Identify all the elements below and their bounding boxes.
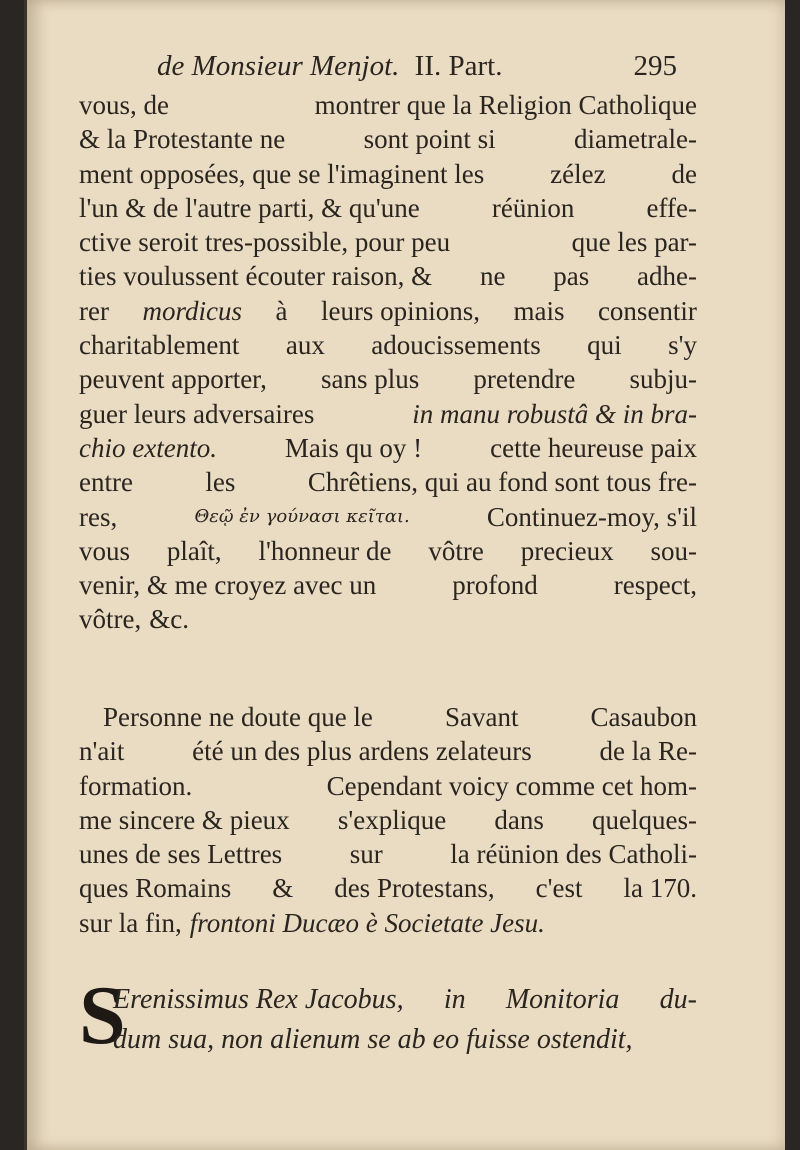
- text-line: chio extento. Mais qu oy ! cette heureuse paix: [79, 431, 697, 465]
- part-label: II. Part.: [414, 50, 503, 82]
- text-line: vous plaît, l'honneur de vôtre precieux sou-: [79, 535, 697, 566]
- text-line: venir, & me croyez avec un profond respect,: [79, 570, 697, 601]
- text-line: Personne ne doute que le Savant Casaubon: [103, 702, 697, 732]
- text-line: ment opposées, que se l'imaginent les zélez de: [79, 158, 697, 189]
- text-line: ques Romains & des Protestans, c'est la 170.: [79, 873, 697, 904]
- latin-phrase: chio extento.: [79, 432, 217, 463]
- text-line: me sincere & pieux s'explique dans quelques-: [79, 804, 697, 835]
- book-page: [24, 0, 785, 1150]
- drop-cap: S: [79, 969, 126, 1062]
- text-line: sur la fin, frontoni Ducæo è Societate Jesu.: [79, 906, 697, 940]
- page-number: 295: [633, 50, 677, 82]
- text-line: entre les Chrêtiens, qui au fond sont tous fre-: [79, 467, 697, 498]
- running-header: [157, 48, 677, 84]
- text-line: vôtre, &c.: [79, 604, 189, 635]
- text-line: Erenissimus Rex Jacobus, in Monitoria du-: [113, 984, 697, 1015]
- greek-phrase: Θεῷ ἐν γούνασι κεῖται.: [194, 505, 410, 527]
- text-line: n'ait été un des plus ardens zelateurs de la Re-: [79, 736, 697, 767]
- text-line: ctive seroit tres-possible, pour peu que les par-: [79, 227, 697, 258]
- latin-phrase: frontoni Ducæo è Societate Jesu.: [189, 907, 545, 938]
- quotation-text: [113, 980, 697, 1060]
- running-title: de Monsieur Menjot.: [157, 50, 400, 82]
- text-line: ties voulussent écouter raison, & ne pas adhe-: [79, 261, 697, 292]
- latin-phrase: in manu robustâ & in bra-: [412, 398, 697, 429]
- text-line: dum sua, non alienum se ab eo fuisse ostendit,: [113, 1024, 633, 1055]
- paragraph-casaubon: [79, 700, 697, 940]
- text-line: guer leurs adversaires in manu robustâ & in bra-: [79, 397, 697, 431]
- text-line: peuvent apporter, sans plus pretendre subju-: [79, 364, 697, 395]
- text-line: unes de ses Lettres sur la réünion des Catholi-: [79, 839, 697, 870]
- text-line: res, Θεῷ ἐν γούνασι κεῖται. Continuez-moy, s'il: [79, 500, 697, 534]
- text-line: l'un & de l'autre parti, & qu'une réünion effe-: [79, 192, 697, 223]
- text-line: & la Protestante ne sont point si diametrale-: [79, 124, 697, 155]
- text-line: vous, de montrer que la Religion Catholique: [79, 90, 697, 120]
- text-line: formation. Cependant voicy comme cet hom-: [79, 770, 697, 801]
- latin-phrase: mordicus: [142, 295, 242, 326]
- text-line: charitablement aux adoucissements qui s'y: [79, 330, 697, 361]
- paragraph-letter-closing: [79, 88, 697, 637]
- text-line: rer mordicus à leurs opinions, mais consentir: [79, 294, 697, 328]
